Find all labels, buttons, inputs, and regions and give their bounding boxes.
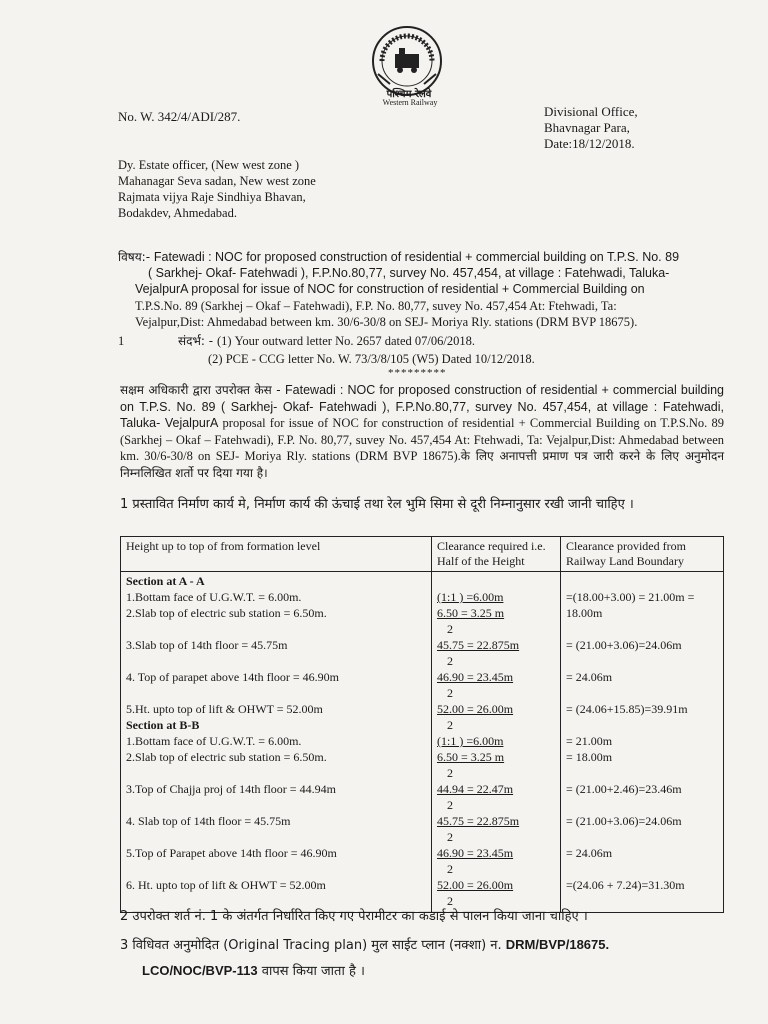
address-line: Mahanagar Seva sadan, New west zone [118, 174, 316, 188]
table-cell: =(24.06 + 7.24)=31.30m [566, 878, 685, 892]
body-paragraph [120, 382, 724, 481]
table-cell: = 24.06m [566, 846, 613, 860]
table-cell: 2.Slab top of electric sub station = 6.50m. [126, 750, 327, 764]
table-cell: 5.Top of Parapet above 14th floor = 46.90m [126, 846, 337, 860]
section-title: Section at A - A [126, 574, 205, 588]
provided-column [561, 572, 724, 913]
reference-label: संदर्भ: - [178, 334, 217, 348]
table-cell: 44.94 = 22.47m [437, 782, 514, 796]
table-cell: 45.75 = 22.875m [437, 814, 520, 828]
table-cell: 45.75 = 22.875m [437, 638, 520, 652]
subject-line: ( Sarkhej- Okaf- Fatehwadi ), F.P.No.80,77, survey No. 457,454, at village : Fatehwadi, Taluka- [148, 266, 670, 281]
subject-line: VejalpurA proposal for issue of NOC for construction of residential + Commercial Building on [135, 282, 645, 297]
table-header-row [121, 537, 724, 572]
table-cell: = (21.00+3.06)=24.06m [566, 638, 682, 652]
table-cell: =(18.00+3.00) = 21.00m = [566, 590, 695, 604]
table-header: Clearance required i.e. Half of the Height [432, 537, 561, 572]
subject-label: विषय:- [118, 250, 154, 264]
subject-line: Fatewadi : NOC for proposed construction of residential + commercial building on T.P.S. No. 89 [153, 250, 680, 264]
table-cell: 2 [447, 718, 453, 732]
table-cell: = (24.06+15.85)=39.91m [566, 702, 688, 716]
address-line: Dy. Estate officer, (New west zone ) [118, 158, 300, 172]
letter-reference-number: No. W. 342/4/ADI/287. [118, 109, 241, 124]
intro-hindi: सक्षम अधिकारी द्वारा उपरोक्त केस - [120, 383, 286, 397]
table-cell: 6.50 = 3.25 m [437, 750, 505, 764]
table-cell: 18.00m [566, 606, 603, 620]
table-cell: = 18.00m [566, 750, 613, 764]
date-line: Date:18/12/2018. [544, 136, 635, 151]
point3-hindi: 3 विधिवत अनुमोदित (Original Tracing plan) मुल साईट प्लान (नक्शा) न. [120, 938, 506, 953]
condition-point-2: 2 उपरोक्त शर्त नं. 1 के अंतर्गत निर्धारित किए गए पेरामीटर का कडाई से पालन किया जाना चाहिए । [120, 909, 588, 924]
table-cell: 52.00 = 26.00m [437, 702, 514, 716]
condition-point-3 [120, 932, 724, 984]
table-cell: 2 [447, 654, 453, 668]
table-cell: = (21.00+2.46)=23.46m [566, 782, 682, 796]
address-line: Rajmata vijya Raje Sindhiya Bhavan, [118, 190, 306, 204]
separator-stars: ********* [388, 367, 447, 379]
table-cell: 4. Slab top of 14th floor = 45.75m [126, 814, 291, 828]
reference-1: (1) Your outward letter No. 2657 dated 07/06/2018. [216, 334, 476, 348]
table-cell: 5.Ht. upto top of lift & OHWT = 52.00m [126, 702, 323, 716]
table-cell: 3.Slab top of 14th floor = 45.75m [126, 638, 288, 652]
table-cell: 2 [447, 798, 453, 812]
intro-end: के लिए अनापत्ती प्रमाण पत्र जारी करने के लिए अनुमोदन निम्नलिखित शर्तो पर दिया गया है। [120, 449, 724, 480]
table-cell: = 24.06m [566, 670, 613, 684]
table-header: Height up to top of from formation level [121, 537, 432, 572]
table-cell: 4. Top of parapet above 14th floor = 46.90m [126, 670, 339, 684]
table-cell: 2 [447, 622, 453, 636]
office-line: Divisional Office, [544, 104, 638, 119]
logo-english-text: Western Railway [382, 98, 438, 107]
required-column [432, 572, 561, 913]
table-cell: 2 [447, 686, 453, 700]
office-line: Bhavnagar Para, [544, 120, 630, 135]
table-header: Clearance provided from Railway Land Boundary [561, 537, 724, 572]
table-cell: 52.00 = 26.00m [437, 878, 514, 892]
clearance-table [120, 536, 724, 913]
intro-rest: proposal for issue of NOC for construction of residential + Commercial Building on T.P.S.No. 89 (Sarkhej – Okaf – Fatehwadi), F.P. No. 80,77, suvey No. 457,454 At: Ftehwadi, Ta: Vejalpur,Dist: Ahmedabad between km. 30/6-30/8 on SEJ- Moriya Rly. stations (DRM BVP 18675). [120, 416, 725, 463]
table-cell: = 21.00m [566, 734, 613, 748]
table-cell: 46.90 = 23.45m [437, 670, 514, 684]
table-cell: = (21.00+3.06)=24.06m [566, 814, 682, 828]
logo-hindi-text: पश्चिम रेलवे [386, 89, 432, 100]
table-cell: 2 [447, 830, 453, 844]
office-block [544, 104, 638, 152]
table-cell: 1.Bottam face of U.G.W.T. = 6.00m. [126, 734, 302, 748]
point3-drm-ref: DRM/BVP/18675. [505, 937, 610, 952]
table-cell: 46.90 = 23.45m [437, 846, 514, 860]
point3-end: वापस किया जाता है । [257, 964, 365, 979]
table-cell: 3.Top of Chajja proj of 14th floor = 44.94m [126, 782, 336, 796]
table-cell: (1:1 ) =6.00m [437, 734, 504, 748]
table-cell: 1.Bottam face of U.G.W.T. = 6.00m. [126, 590, 302, 604]
table-cell: (1:1 ) =6.00m [437, 590, 504, 604]
table-cell: 2 [447, 766, 453, 780]
table-cell: 6.50 = 3.25 m [437, 606, 505, 620]
reference-2: (2) PCE - CCG letter No. W. 73/3/8/105 (W5) Dated 10/12/2018. [208, 352, 535, 366]
condition-point-1: 1 प्रस्तावित निर्माण कार्य मे, निर्माण कार्य की ऊंचाई तथा रेल भुमि सिमा से दूरी निम्नानुसार रखी जानी चाहिए । [120, 497, 634, 512]
address-line: Bodakdev, Ahmedabad. [118, 206, 237, 220]
height-column [121, 572, 432, 913]
subject-block [118, 249, 724, 330]
subject-line: T.P.S.No. 89 (Sarkhej – Okaf – Fatehwadi), F.P. No. 80,77, suvey No. 457,454 At: Ftehwadi, Ta: [135, 298, 617, 313]
section-title: Section at B-B [126, 718, 200, 732]
table-cell: 2 [447, 862, 453, 876]
recipient-address [118, 157, 316, 221]
intro-english: Fatewadi : NOC for proposed construction of residential + commercial building on T.P.S. No. 89 ( Sarkhej- Okaf- Fatehwadi ), F.P.No.80,77, survey No. 457,454, at village : Fatehwadi, Taluka- VejalpurA [120, 383, 725, 430]
table-cell: 2 [447, 894, 453, 908]
subject-line: Vejalpur,Dist: Ahmedabad between km. 30/6-30/8 on SEJ- Moriya Rly. stations (DRM BVP 18675). [135, 314, 638, 329]
table-cell: 2.Slab top of electric sub station = 6.50m. [126, 606, 327, 620]
table-cell: 6. Ht. upto top of lift & OHWT = 52.00m [126, 878, 326, 892]
table-row [121, 572, 724, 913]
reference-number: 1 [118, 334, 125, 348]
point3-lco-ref: LCO/NOC/BVP-113 [142, 963, 258, 978]
